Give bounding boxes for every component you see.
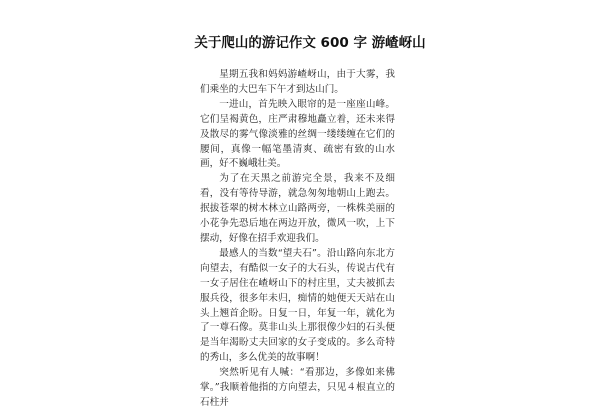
paragraph-2: 一进山，首先映入眼帘的是一座座山峰。它们呈褐黄色，庄严肃穆地矗立着，还未来得及散尽的雾气像淡雅的丝绸一缕缕缠在它们的腰间，真像一幅笔墨清爽、疏密有致的山水画，好不巍峨壮美。 [200,98,395,170]
paragraph-4: 最感人的当数“望夫石”。沿山路向东北方向望去，有酷似一女子的大石头，传说古代有一女子居住在嵖岈山下的村庄里，丈夫被抓去服兵役，很多年未归，痴情的她便天天站在山头上翘首企盼。日复一日，年复一年，就化为了一尊石像。莫非山头上那很像少妇的石头便是当年渴盼丈夫回家的女子变成的。多么奇特的秀山，多么优美的故事啊！ [200,247,395,364]
paragraph-3: 为了在天黑之前游完全景，我来不及细看，没有等待导游，就急匆匆地朝山上跑去。抿拔苍翠的树木林立山路两旁，一株株美丽的小花争先恐后地在两边开放，微风一吹，上下摆动，好像在招手欢迎我们。 [200,173,395,244]
paragraph-5: 突然听见有人喊：“看那边，多像如来佛掌。”我顺着他指的方向望去，只见４根直立的石柱并 [200,367,395,408]
paragraph-1: 星期五我和妈妈游嵖岈山，由于大雾，我们乘坐的大巴车下午才到达山门。 [200,69,395,95]
document-title: 关于爬山的游记作文 600 字 游嵖岈山 [194,35,426,51]
document-body [200,68,395,411]
